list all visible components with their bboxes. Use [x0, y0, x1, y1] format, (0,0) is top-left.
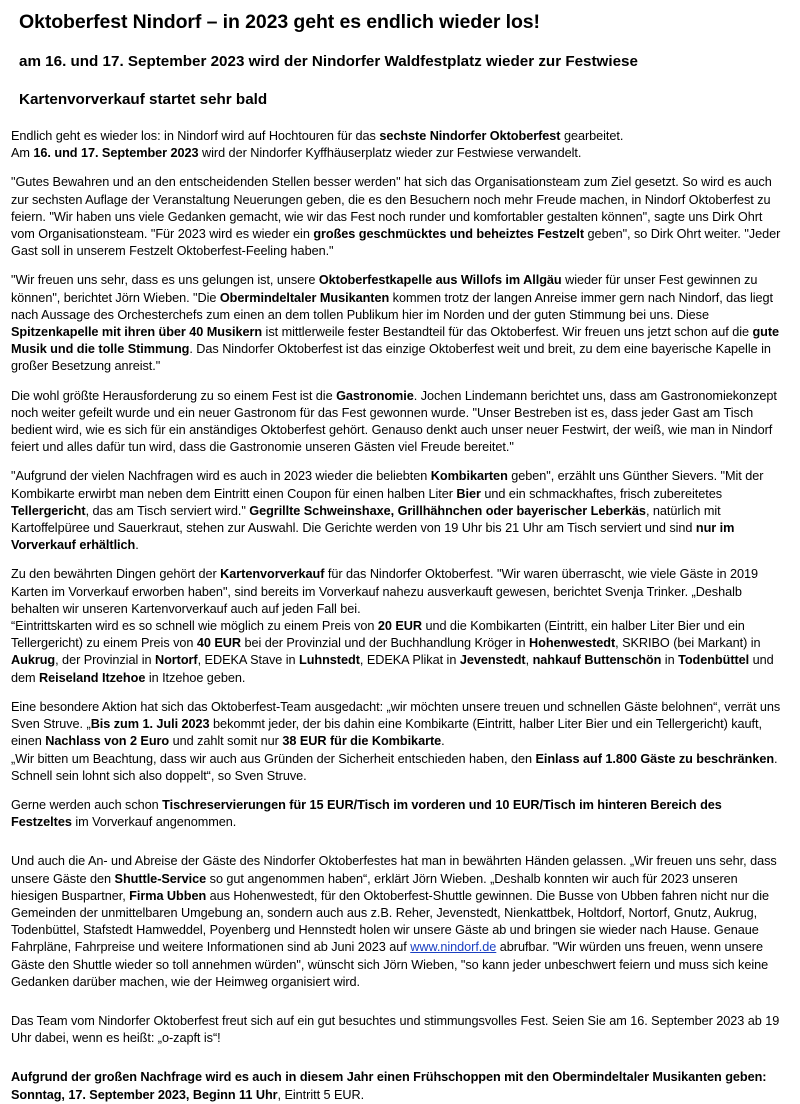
subtitle-date: am 16. und 17. September 2023 wird der Nindorfer Waldfestplatz wieder zur Festwiese: [19, 53, 638, 70]
bold-text: Spitzenkapelle mit ihren über 40 Musikern: [11, 325, 263, 340]
text-run: gearbeitet.: [560, 129, 624, 143]
text-run: , EDEKA Plikat in: [359, 653, 460, 668]
text-run: Und auch die An- und Abreise der Gäste des Nindorfer Oktoberfestes hat man in bewährten Händen gelassen. „Wir freuen uns sehr, dass unsere Gäste den: [11, 854, 777, 886]
text-run: , SKRIBO (bei Markant) in: [615, 636, 761, 651]
text-run: abrufbar. "Wir würden uns freuen, wenn unsere Gäste den Shuttle wieder so toll annehmen würden", wünscht sich Jörn Wieben, "so kann jeder unbeschwert feiern und muss sich keine Gedanken darüber machen, wie der Heimweg organisiert wird.: [11, 940, 769, 989]
bold-text: Tellergericht: [11, 503, 86, 518]
text-run: Das Team vom Nindorfer Oktoberfest freut sich auf ein gut besuchtes und stimmungsvolles Fest. Seien Sie am 16. September 2023 ab 19 Uhr dabei, wenn es heißt: „o-zapft is“!: [11, 1013, 780, 1046]
bold-text: 38 EUR für die Kombikarte: [282, 734, 442, 749]
paragraph: [11, 699, 786, 785]
text-run: im Vorverkauf angenommen.: [71, 815, 237, 830]
paragraph: [11, 388, 786, 457]
bold-text: Obermindeltaler Musikanten: [219, 290, 390, 305]
text-run: . Das Nindorfer Oktoberfest ist das einzige Oktoberfest weit und breit, zu dem eine bayerische Kapelle in großer Besetzung anreist.": [11, 342, 771, 374]
paragraph: [11, 468, 786, 554]
text-run: .: [441, 734, 445, 749]
text-run: "Gutes Bewahren und an den entscheidenden Stellen besser werden" hat sich das Organisationsteam zum Ziel gesetzt. So wird es auch zur sechsten Auflage der Veranstaltung Neuerungen geben, die es den Besuchern noch mehr Freude machen, in Nindorf Oktoberfest zu feiern. "Wir haben uns viele Gedanken gemacht, wie wir das Fest noch runder und komfortabler gestalten können", sagte uns Dirk Ohrt vom Organisationsteam. "Für 2023 wird es wieder ein: [11, 175, 772, 242]
article-body: [11, 128, 786, 1104]
bold-text: Oktoberfestkapelle aus Willofs im Allgäu: [318, 273, 562, 288]
text-run: geben", so Dirk Ohrt weiter. "Jeder Gast soll in unserem Festzelt Oktoberfest-Feeling haben.": [11, 227, 781, 259]
text-run: "Wir freuen uns sehr, dass es uns gelungen ist, unsere: [11, 273, 319, 288]
text-run: "Aufgrund der vielen Nachfragen wird es auch in 2023 wieder die beliebten: [11, 469, 431, 484]
bold-text: Einlass auf 1.800 Gäste zu beschränken: [535, 751, 775, 766]
subtitle-presale: Kartenvorverkauf startet sehr bald: [19, 91, 268, 108]
paragraph: [11, 272, 786, 375]
bold-text: Todenbüttel: [678, 653, 750, 668]
bold-text: Kombikarten: [430, 469, 508, 484]
text-run: , Eintritt 5 EUR.: [277, 1087, 365, 1102]
bold-text: Jevenstedt: [459, 653, 526, 668]
bold-text: Nachlass von 2 Euro: [45, 734, 170, 749]
bold-text: Hohenwestedt: [529, 636, 616, 651]
text-run: so gut angenommen haben“, erklärt Jörn Wieben. „Deshalb konnten wir auch für 2023 unseren hiesigen Buspartner,: [11, 871, 738, 903]
text-run: bekommt jeder, der bis dahin eine Kombikarte (Eintritt, halber Liter Bier und ein Tellergericht) kauft, einen: [11, 717, 762, 749]
bold-text: Shuttle-Service: [114, 871, 207, 886]
text-run: wird der Nindorfer Kyffhäuserplatz wieder zur Festwiese verwandelt.: [198, 146, 582, 161]
text-run: kommen trotz der langen Anreise immer gern nach Nindorf, das liegt nach Aussage des Orchesterchefs zum einen an dem tollen Publikum hier im Norden und der guten Stimmung bei uns. Diese: [11, 290, 773, 322]
bold-text: Kartenvorverkauf: [220, 567, 325, 582]
paragraph: [11, 174, 786, 260]
paragraph: [11, 1013, 786, 1047]
text-run: ,: [525, 653, 533, 668]
text-run: und ein schmackhaftes, frisch zubereitetes: [480, 486, 722, 501]
bold-text: großes geschmücktes und beheiztes Festzelt: [313, 227, 585, 242]
text-run: Am: [11, 146, 34, 161]
paragraph: [11, 128, 786, 162]
bold-text: Gegrillte Schweinshaxe, Grillhähnchen oder bayerischer Leberkäs: [249, 503, 646, 518]
bold-text: Bier: [456, 486, 481, 501]
bold-text: Aufgrund der großen Nachfrage wird es auch in diesem Jahr einen Frühschoppen mit den Obermindeltaler Musikanten geben: Sonntag, 17. September 2023, Beginn 11 Uhr: [11, 1070, 767, 1102]
text-run: Gerne werden auch schon: [11, 797, 163, 812]
bold-text: Firma Ubben: [129, 888, 207, 903]
text-run: Endlich geht es wieder los: in Nindorf wird auf Hochtouren für das: [11, 129, 380, 143]
text-run: für das Nindorfer Oktoberfest. "Wir waren überrascht, wie viele Gäste in 2019 Karten im Vorverkauf erworben haben", sind bereits im Vorverkauf nahezu ausverkauft gewesen, berichtet Svenja Trinker. „Deshalb behalten wir unseren Kartenvorverkauf auch auf jeden Fall bei.: [11, 567, 759, 616]
text-run: ist mittlerweile fester Bestandteil für das Oktoberfest. Wir freuen uns jetzt schon auf die: [262, 325, 753, 340]
bold-text: 20 EUR: [377, 619, 422, 634]
text-run: , das am Tisch serviert wird.": [85, 503, 250, 518]
bold-text: Luhnstedt: [299, 653, 360, 668]
text-run: bei der Provinzial und der Buchhandlung Kröger in: [241, 636, 530, 651]
text-run: und dem: [11, 653, 774, 685]
text-run: Zu den bewährten Dingen gehört der: [11, 567, 221, 582]
website-link[interactable]: www.nindorf.de: [410, 940, 497, 955]
text-run: in: [661, 653, 679, 668]
text-run: in Itzehoe geben.: [145, 670, 246, 685]
text-run: , der Provinzial in: [55, 653, 155, 668]
text-run: “Eintrittskarten wird es so schnell wie möglich zu einem Preis von: [11, 619, 378, 634]
bold-text: sechste Nindorfer Oktoberfest: [379, 129, 561, 143]
text-run: und die Kombikarten (Eintritt, ein halber Liter Bier und ein Tellergericht) zu einem Preis von: [11, 619, 745, 651]
page-title: Oktoberfest Nindorf – in 2023 geht es endlich wieder los!: [19, 11, 540, 33]
paragraph: [11, 797, 786, 831]
bold-text: nahkauf Buttenschön: [532, 653, 662, 668]
text-run: Eine besondere Aktion hat sich das Oktoberfest-Team ausgedacht: „wir möchten unsere treuen und schnellen Gäste belohnen“, verrät uns Sven Struve. „: [11, 699, 781, 732]
text-run: , natürlich mit Kartoffelpüree und Sauerkraut, stehen zur Auswahl. Die Gerichte werden von 19 Uhr bis 21 Uhr am Tisch serviert und sind: [11, 503, 721, 536]
bold-text: Gastronomie: [336, 388, 414, 403]
text-run: geben", erzählt uns Günther Sievers. "Mit der Kombikarte erwirbt man neben dem Eintritt einen Coupon für einen halben Liter: [11, 469, 764, 501]
paragraph: [11, 1069, 786, 1103]
text-run: , EDEKA Stave in: [197, 653, 299, 668]
text-run: . Jochen Lindemann berichtet uns, dass am Gastronomiekonzept noch weiter gefeilt wurde und ein neuer Gastronom für das Fest gewonnen wurde. "Unser Bestreben ist es, dass jeder Gast am Tisch bedient wird, wie es sich für ein anständiges Oktoberfest gehört. Genauso denkt auch unser neuer Festwirt, der weiß, wie man in Nindorf feiert und alles dafür tun wird, dass die Gastronomie unseren Gästen viel Freude bereitet.": [11, 388, 777, 455]
paragraph: [11, 853, 786, 991]
text-run: wieder für unser Fest gewinnen zu können", berichtet Jörn Wieben. "Die: [11, 273, 758, 305]
bold-text: 40 EUR: [196, 636, 241, 651]
text-run: „Wir bitten um Beachtung, dass wir auch aus Gründen der Sicherheit entschieden haben, den: [11, 751, 536, 766]
text-run: . Schnell sein lohnt sich also doppelt“, so Sven Struve.: [11, 751, 778, 783]
bold-text: Nortorf: [154, 653, 198, 668]
bold-text: 16. und 17. September 2023: [33, 146, 199, 161]
paragraph: [11, 566, 786, 686]
bold-text: nur im Vorverkauf erhältlich: [11, 521, 735, 553]
text-run: aus Hohenwestedt, für den Oktoberfest-Shuttle gewinnen. Die Busse von Ubben fahren nicht nur die Gemeinden der unmittelbaren Umgebung an, sondern auch aus z.B. Reher, Jevenstedt, Nienkattbek, Holtdorf, Nortorf, Gnutz, Aukrug, Todenbüttel, Stafstedt Hamweddel, Poyenberg und Hennstedt holen wir unsere Gäste ab und bringen sie wieder nach Hause. Genaue Fahrpläne, Fahrpreise und weitere Informationen sind ab Juni 2023 auf: [11, 888, 770, 955]
bold-text: Reiseland Itzehoe: [39, 670, 146, 685]
bold-text: Tischreservierungen für 15 EUR/Tisch im vorderen und 10 EUR/Tisch im hinteren Bereich des Festzeltes: [11, 797, 722, 830]
text-run: und zahlt somit nur: [169, 734, 283, 749]
text-run: Die wohl größte Herausforderung zu so einem Fest ist die: [11, 388, 337, 403]
bold-text: gute Musik und die tolle Stimmung: [11, 325, 780, 357]
text-run: .: [135, 538, 139, 553]
bold-text: Bis zum 1. Juli 2023: [90, 717, 210, 732]
bold-text: Aukrug: [11, 653, 56, 668]
